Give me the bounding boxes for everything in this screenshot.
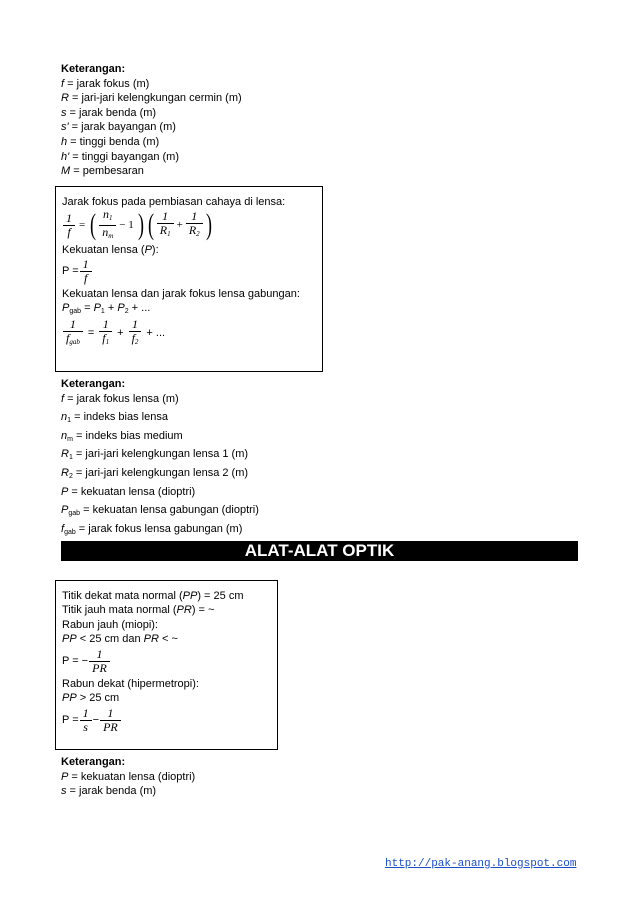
- eye-formula-box: [55, 580, 278, 750]
- hypermetropia-condition: PP > 25 cm: [62, 692, 120, 705]
- list-item: $P_{gab}$ = kekuatan lensa gabungan (dioptri): [61, 504, 259, 518]
- list-item: $n_1$ = indeks bias lensa: [61, 411, 168, 425]
- myopia-condition: PP < 25 cm dan PR < ~: [62, 633, 178, 646]
- list-item: $f_{gab}$ = jarak fokus lensa gabungan (m): [61, 522, 243, 536]
- combined-focal-equation: $\frac{1}{f_{gab}}$ = $\frac{1}{f_1}$ + $\frac{1}{f_2}$ + ...: [62, 319, 300, 347]
- keterangan-eye: [61, 755, 195, 799]
- list-item: s' = jarak bayangan (m): [61, 121, 176, 134]
- list-item: f = jarak fokus (m): [61, 77, 150, 90]
- myopia-heading: Rabun jauh (miopi):: [62, 618, 158, 631]
- lens-power-heading: Kekuatan lensa (P):: [62, 244, 159, 256]
- footer-link[interactable]: http://pak-anang.blogspot.com: [385, 858, 577, 870]
- list-item: h' = tinggi bayangan (m): [61, 150, 179, 163]
- combined-power-equation: $P_{gab} = P_1 + P_2$ + ...: [62, 302, 151, 315]
- list-item: s = jarak benda (m): [61, 106, 157, 119]
- myopia-power-equation: P = − $\frac{1}{PR}$: [62, 647, 243, 677]
- lensmaker-equation: $\frac{1}{f}$ = ( $\frac{n_1}{n_m}$ − 1 ) ( $\frac{1}{R_1}$ + $\frac{1}{R_2}$ ): [62, 211, 300, 239]
- hypermetropia-power-equation: P = $\frac{1}{s}$ − $\frac{1}{PR}$: [62, 705, 243, 735]
- list-item: M = pembesaran: [61, 165, 144, 178]
- keterangan-lens: [61, 377, 259, 540]
- lens-power-equation: P = $\frac{1}{f}$: [62, 257, 300, 285]
- list-item: $R_1$ = jari-jari kelengkungan lensa 1 (m): [61, 448, 249, 462]
- far-point-line: Titik jauh mata normal (PR) = ~: [62, 604, 215, 617]
- keterangan-mirror: [61, 62, 242, 179]
- lens-formula-box: [55, 186, 323, 372]
- list-item: P = kekuatan lensa (dioptri): [61, 485, 196, 498]
- list-item: P = kekuatan lensa (dioptri): [61, 770, 196, 783]
- list-item: $R_2$ = jari-jari kelengkungan lensa 2 (m): [61, 466, 249, 480]
- hypermetropia-heading: Rabun dekat (hipermetropi):: [62, 677, 199, 690]
- list-item: h = tinggi benda (m): [61, 135, 160, 148]
- near-point-line: Titik dekat mata normal (PP) = 25 cm: [62, 590, 244, 602]
- list-item: R = jari-jari kelengkungan cermin (m): [61, 92, 242, 105]
- section-banner: ALAT-ALAT OPTIK: [61, 541, 578, 561]
- keterangan-title: Keterangan:: [61, 378, 126, 390]
- combined-lens-heading: Kekuatan lensa dan jarak fokus lensa gabungan:: [62, 288, 300, 300]
- keterangan-title: Keterangan:: [61, 756, 126, 768]
- keterangan-title: Keterangan:: [61, 63, 126, 75]
- lens-focus-heading: Jarak fokus pada pembiasan cahaya di lensa:: [62, 196, 286, 208]
- list-item: f = jarak fokus lensa (m): [61, 392, 179, 405]
- list-item: s = jarak benda (m): [61, 785, 157, 798]
- list-item: $n_m$ = indeks bias medium: [61, 429, 183, 443]
